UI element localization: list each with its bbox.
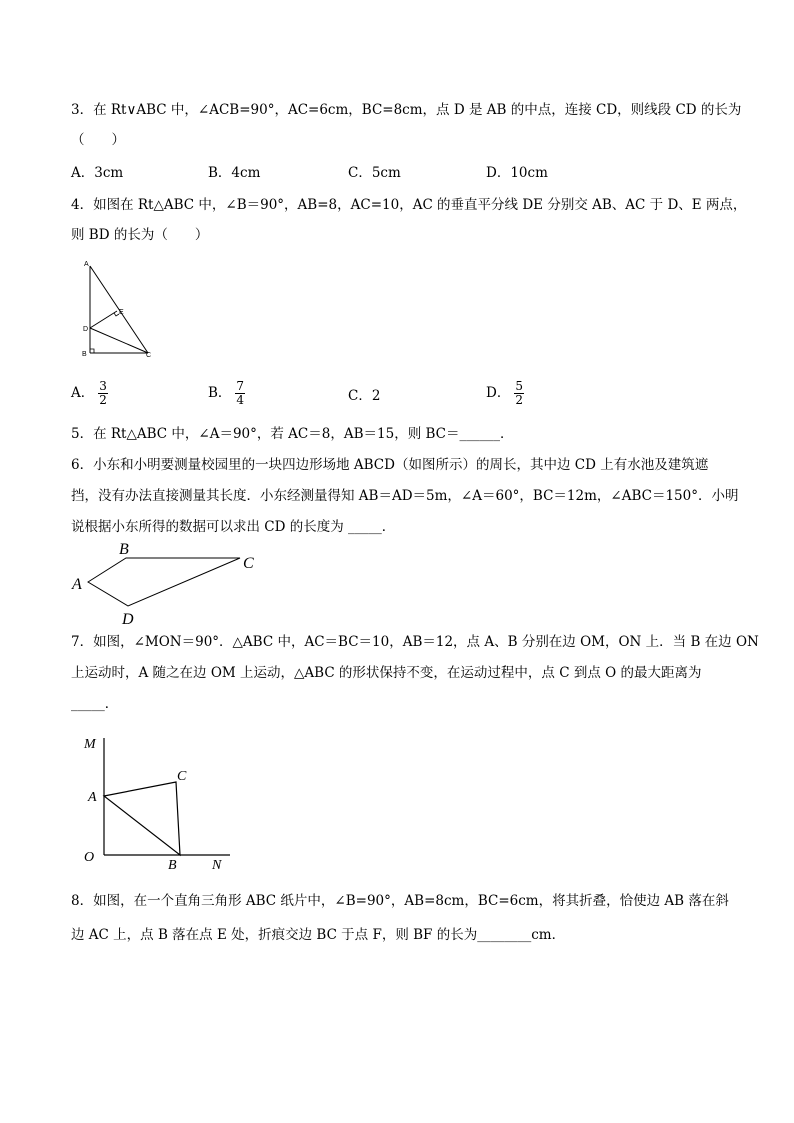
q3-option-d: D．10cm [486,165,548,181]
q7-label-a: A [88,790,97,805]
q6-stem-line1: 6．小东和小明要测量校园里的一块四边形场地 ABCD（如图所示）的周长，其中边 CD 上有水池及建筑遮 [71,457,709,473]
q4-option-d-fraction: $\frac{5}{2}$ [515,379,523,407]
q4-option-b: B． $\frac{7}{4}$ [208,379,245,407]
q3-option-b: B．4cm [208,165,261,181]
q6-label-b: B [119,541,129,558]
q4-stem-line2: 则 BD 的长为（ ） [71,227,209,243]
q8-stem-line1: 8．如图，在一个直角三角形 ABC 纸片中，∠B=90°，AB=8cm，BC=6cm，将其折叠，恰使边 AB 落在斜 [71,893,729,909]
q4-right-angle-b [90,349,94,353]
q6-quadrilateral-abcd [88,558,240,606]
q6-label-a: A [72,576,82,593]
q3-option-c: C．5cm [348,165,401,181]
q4-option-c: C．2 [348,388,381,404]
q4-figure [78,258,158,363]
q4-option-a-fraction: $\frac{3}{2}$ [99,379,107,407]
q7-stem-line2: 上运动时，A 随之在边 OM 上运动，△ABC 的形状保持不变，在运动过程中，点 C 到点 O 的最大距离为 [71,665,702,681]
q3-stem-line2: （ ） [71,132,125,148]
q4-stem-line1: 4．如图在 Rt△ABC 中，∠B＝90°，AB=8，AC=10，AC 的垂直平分线 DE 分别交 AB、AC 于 D、E 两点， [71,197,747,213]
q5-stem-line1: 5．在 Rt△ABC 中，∠A＝90°，若 AC＝8，AB＝15，则 BC＝______． [71,426,514,442]
q4-label-a: A [84,261,89,268]
q7-label-m: M [84,737,96,752]
q4-label-c: C [146,352,152,359]
q6-label-c: C [243,555,254,572]
q6-figure [70,538,270,630]
q4-label-d: D [83,326,89,333]
q4-option-d: D． $\frac{5}{2}$ [486,379,523,407]
q4-segment-de [90,311,117,328]
q7-stem-line1: 7．如图，∠MON＝90°．△ABC 中，AC＝BC＝10，AB＝12，点 A、B 分别在边 OM，ON 上．当 B 在边 ON [71,634,759,650]
q6-label-d: D [122,611,134,628]
q7-figure [80,730,240,875]
q4-option-a: A． $\frac{3}{2}$ [71,379,107,407]
q7-label-c: C [177,769,187,784]
q4-label-b: B [82,351,87,358]
q7-label-o: O [84,850,95,865]
q7-label-b: B [168,858,177,873]
q3-option-a: A．3cm [71,165,124,181]
q8-stem-line2: 边 AC 上，点 B 落在点 E 处，折痕交边 BC 于点 F，则 BF 的长为________cm． [71,927,566,943]
q6-stem-line3: 说根据小东所得的数据可以求出 CD 的长度为 _____． [71,519,396,535]
q6-stem-line2: 挡，没有办法直接测量其长度．小东经测量得知 AB＝AD＝5m，∠A＝60°，BC＝12m，∠ABC＝150°．小明 [71,488,739,504]
q7-stem-line3: _____． [71,696,119,712]
q4-label-e: E [119,309,124,316]
q7-label-n: N [212,858,222,873]
q7-triangle-abc [104,782,180,855]
q4-option-b-fraction: $\frac{7}{4}$ [236,379,245,407]
q3-stem-line1: 3．在 Rt∨ABC 中，∠ACB=90°，AC=6cm，BC=8cm，点 D 是 AB 的中点，连接 CD，则线段 CD 的长为 [71,102,742,118]
